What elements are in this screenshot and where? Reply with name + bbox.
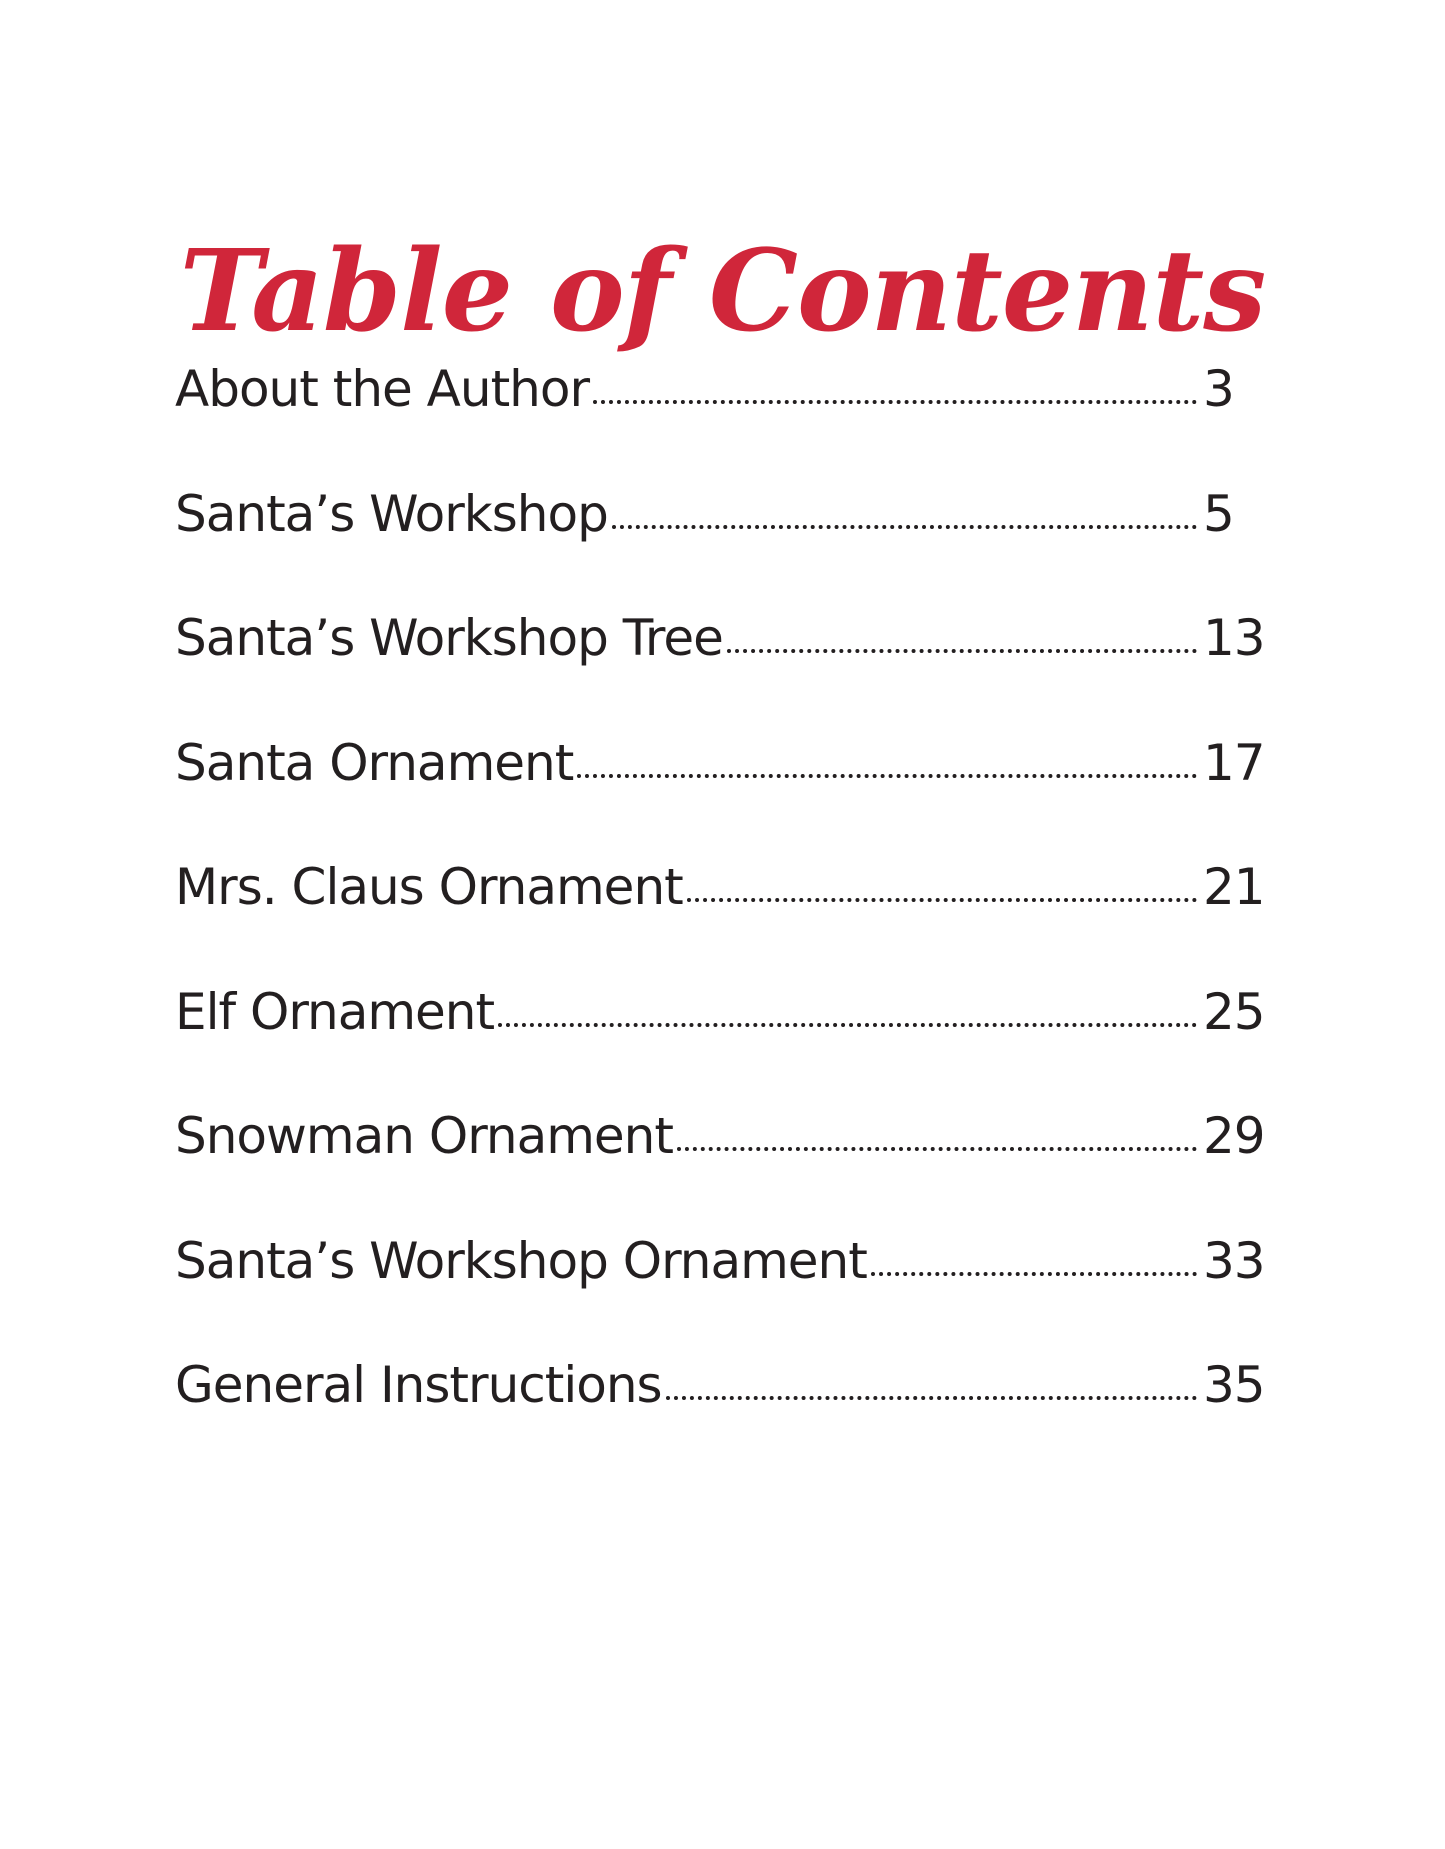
toc-entry-title: About the Author	[175, 360, 590, 418]
toc-entry-page: 29	[1203, 1107, 1265, 1165]
toc-entry	[175, 1107, 1265, 1232]
toc-entry-page: 25	[1203, 982, 1265, 1041]
toc-entry-page: 5	[1203, 484, 1234, 543]
dot-leader	[612, 525, 1197, 529]
toc-entry	[175, 983, 1265, 1108]
toc-entry-title: General Instructions	[175, 1356, 662, 1414]
toc-entry-page: 35	[1203, 1356, 1265, 1414]
dot-leader	[871, 1272, 1197, 1276]
toc-entry-title: Santa Ornament	[175, 733, 574, 792]
toc-entry-title: Santa’s Workshop Ornament	[175, 1231, 867, 1290]
toc-entry-page: 21	[1203, 858, 1265, 916]
toc-entry-title: Santa’s Workshop Tree	[175, 609, 723, 667]
toc-entry	[175, 1232, 1265, 1357]
toc-entry	[175, 360, 1265, 485]
toc-entry-page: 33	[1203, 1231, 1265, 1290]
dot-leader	[666, 1396, 1197, 1400]
toc-entry	[175, 858, 1265, 983]
page-title: Table of Contents	[179, 226, 1266, 358]
toc-entry	[175, 609, 1265, 734]
toc-entry-page: 13	[1203, 609, 1265, 667]
dot-leader	[577, 774, 1197, 778]
dot-leader	[687, 898, 1197, 902]
dot-leader	[498, 1023, 1197, 1027]
toc-entry-title: Santa’s Workshop	[175, 484, 608, 543]
dot-leader	[727, 649, 1197, 653]
dot-leader	[677, 1147, 1197, 1151]
toc-entry	[175, 734, 1265, 859]
toc-entry-page: 3	[1203, 360, 1234, 418]
toc-entry	[175, 1356, 1265, 1481]
toc-entry	[175, 485, 1265, 610]
toc-entry-title: Snowman Ornament	[175, 1107, 673, 1165]
toc-entry-title: Mrs. Claus Ornament	[175, 858, 683, 916]
dot-leader	[593, 400, 1197, 404]
toc-entry-page: 17	[1203, 733, 1265, 792]
toc-entry-title: Elf Ornament	[175, 982, 495, 1041]
table-of-contents	[175, 360, 1265, 1481]
